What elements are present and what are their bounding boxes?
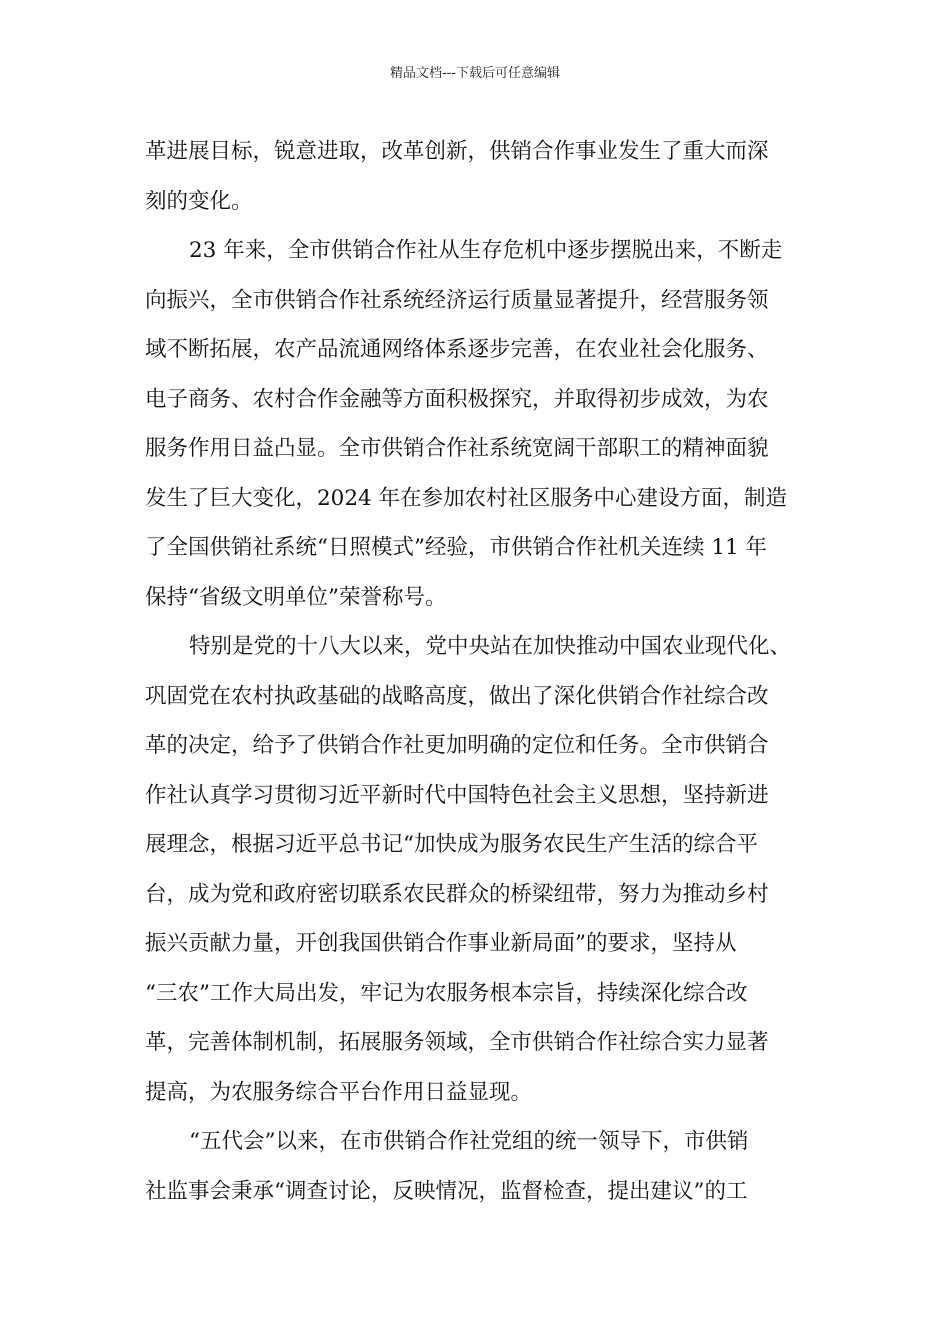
page-header: 精品文档---下载后可任意编辑: [389, 66, 561, 81]
text-line: 提高，为农服务综合平台作用日益显现。: [145, 1079, 533, 1105]
text-line: 电子商务、农村合作金融等方面积极探究，并取得初步成效，为农: [145, 386, 769, 412]
text-line: 保持“省级文明单位”荣誉称号。: [145, 584, 447, 610]
text-line: “三农”工作大局出发，牢记为农服务根本宗旨，持续深化综合改: [145, 980, 748, 1006]
paragraph-start-line: 特别是党的十八大以来，党中央站在加快推动中国农业现代化、: [189, 634, 792, 659]
text-line: 作社认真学习贯彻习近平新时代中国特色社会主义思想，坚持新进: [145, 782, 769, 808]
text-line: 服务作用日益凸显。全市供销合作社系统宽阔干部职工的精神面貌: [145, 436, 769, 461]
text-line: 巩固党在农村执政基础的战略高度，做出了深化供销合作社综合改: [145, 683, 769, 709]
text-line: 革的决定，给予了供销合作社更加明确的定位和任务。全市供销合: [145, 733, 769, 758]
text-line: 了全国供销社系统“日照模式”经验，市供销合作社机关连续 11 年: [145, 535, 768, 560]
text-line: 社监事会秉承“调查讨论，反映情况，监督检查，提出建议”的工: [145, 1178, 748, 1204]
text-line: 展理念，根据习近平总书记“加快成为服务农民生产生活的综合平: [145, 832, 758, 857]
text-line: 刻的变化。: [145, 188, 253, 214]
text-line: 振兴贡献力量，开创我国供销合作事业新局面”的要求，坚持从: [145, 931, 737, 956]
text-line: 发生了巨大变化，2024 年在参加农村社区服务中心建设方面，制造: [145, 485, 788, 511]
text-line: 台，成为党和政府密切联系农民群众的桥梁纽带，努力为推动乡村: [145, 881, 769, 907]
text-line: 革进展目标，锐意进取，改革创新，供销合作事业发生了重大而深: [145, 139, 769, 164]
paragraph-start-line: 23 年来，全市供销合作社从生存危机中逐步摆脱出来，不断走: [189, 238, 783, 263]
text-line: 向振兴，全市供销合作社系统经济运行质量显著提升，经营服务领: [145, 287, 769, 313]
text-line: 域不断拓展，农产品流通网络体系逐步完善，在农业社会化服务、: [145, 337, 769, 362]
text-line: 革，完善体制机制，拓展服务领域，全市供销合作社综合实力显著: [145, 1030, 769, 1055]
paragraph-start-line: “五代会”以来，在市供销合作社党组的统一领导下，市供销: [189, 1129, 749, 1154]
document-body: [145, 127, 810, 1216]
